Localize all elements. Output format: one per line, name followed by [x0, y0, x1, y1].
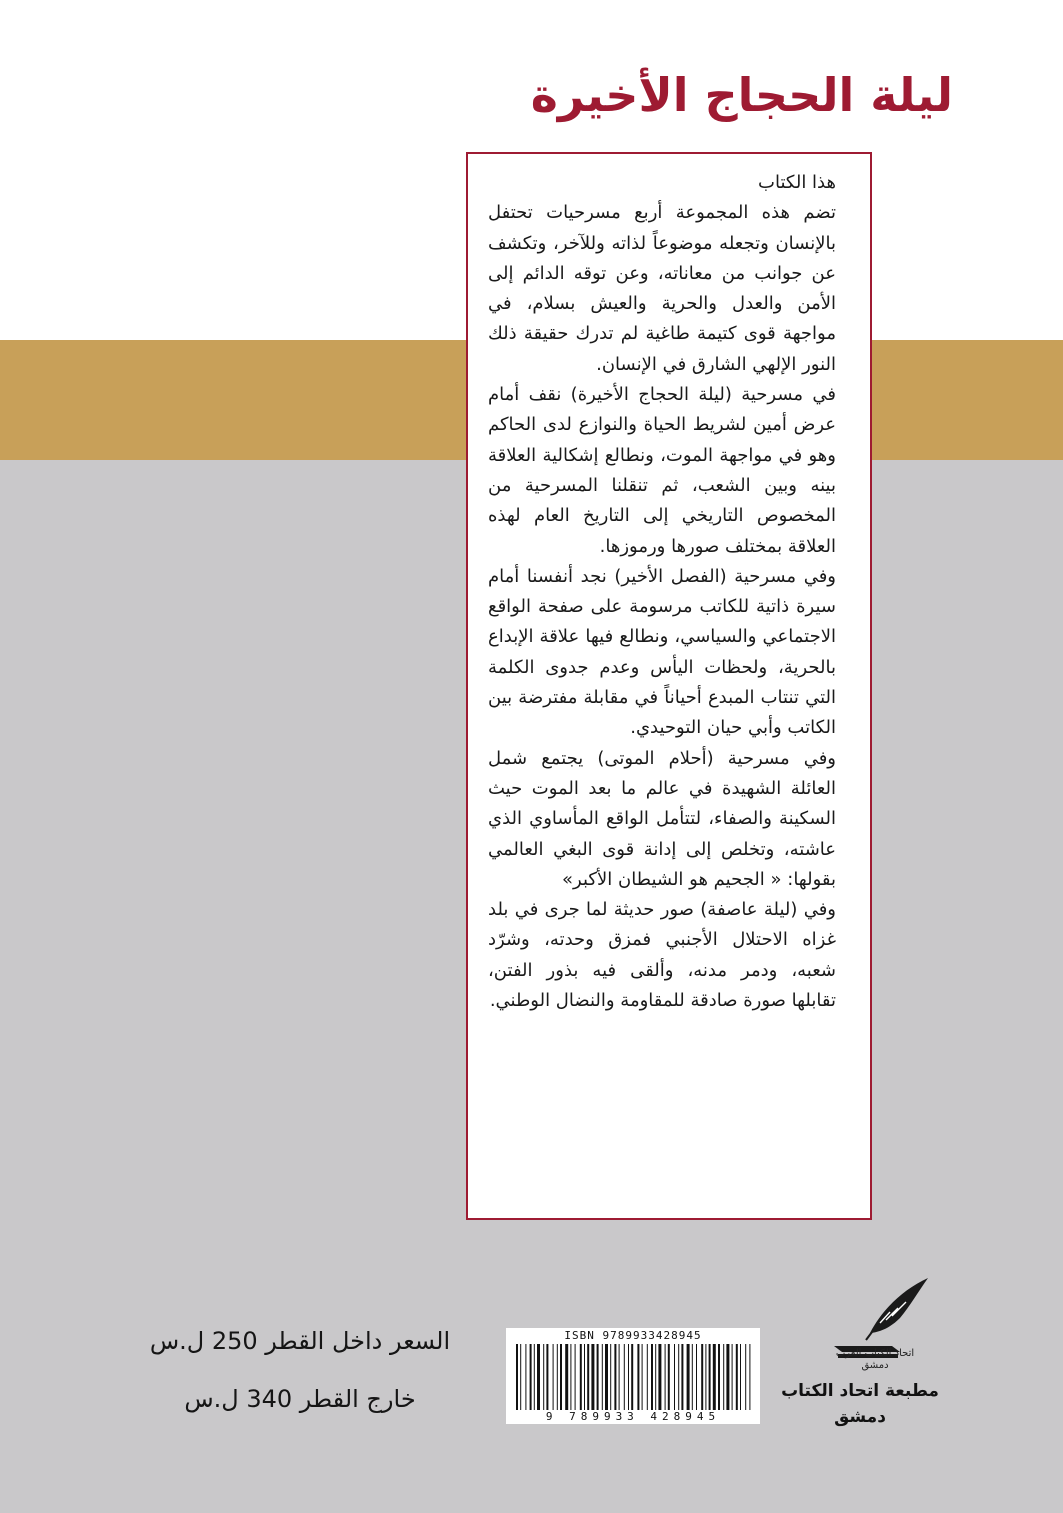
press-name: مطبعة اتحاد الكتاب دمشق	[781, 1381, 939, 1427]
book-title: ليلة الحجاج الأخيرة	[530, 68, 953, 122]
price-outside: خارج القطر 340 ل.س	[184, 1385, 416, 1413]
blurb-paragraph: وفي (ليلة عاصفة) صور حديثة لما جرى في بلد غزاه الاحتلال الأجنبي فمزق وحدته، وشرّد شعبه، ودمر مدنه، وألقى فيه بذور الفتن، تقابلها صورة صادقة للمقاومة والنضال الوطني.	[488, 899, 836, 1012]
blurb-paragraph: وفي مسرحية (الفصل الأخير) نجد أنفسنا أمام سيرة ذاتية للكاتب مرسومة على صفحة الواقع الاجتماعي والسياسي، ونطالع فيها علاقة الإبداع بالحرية، ولحظات اليأس وعدم جدوى الكلمة التي تنتاب المبدع أحياناً في مقابلة مفترضة بين الكاتب وأبي حيان التوحيدي.	[488, 565, 836, 739]
isbn-label: ISBN 9789933428945	[564, 1329, 702, 1342]
logo-caption: اتحاد الكتاب العرب دمشق	[835, 1348, 915, 1371]
blurb-box	[466, 152, 872, 1220]
blurb-heading: هذا الكتاب	[758, 172, 836, 193]
isbn-digits: 9 789933 428945	[545, 1410, 721, 1423]
blurb-paragraph: وفي مسرحية (أحلام الموتى) يجتمع شمل العائلة الشهيدة في عالم ما بعد الموت حيث السكينة والصفاء، لتتأمل الواقع المأساوي الذي عاشته، وتخلص إلى إدانة قوى البغي العالمي بقولها: « الجحيم هو الشيطان الأكبر»	[488, 747, 836, 890]
blurb-paragraph: تضم هذه المجموعة أربع مسرحيات تحتفل بالإنسان وتجعله موضوعاً لذاته وللآخر، وتكشف عن جوانب من معاناته، وعن توقه الدائم إلى الأمن والعدل والحرية والعيش بسلام، في مواجهة قوى كتيمة طاغية لم تدرك حقيقة ذلك النور الإلهي الشارق في الإنسان.	[488, 202, 836, 375]
price-inside: السعر داخل القطر 250 ل.س	[149, 1327, 451, 1355]
blurb-paragraph: في مسرحية (ليلة الحجاج الأخيرة) نقف أمام عرض أمين لشريط الحياة والنوازع لدى الحاكم وهو في مواجهة الموت، ونطالع إشكالية العلاقة بينه وبين الشعب، ثم تنقلنا المسرحية من المخصوص التاريخي إلى التاريخ العام لهذه العلاقة بمختلف صورها ورموزها.	[488, 384, 836, 557]
